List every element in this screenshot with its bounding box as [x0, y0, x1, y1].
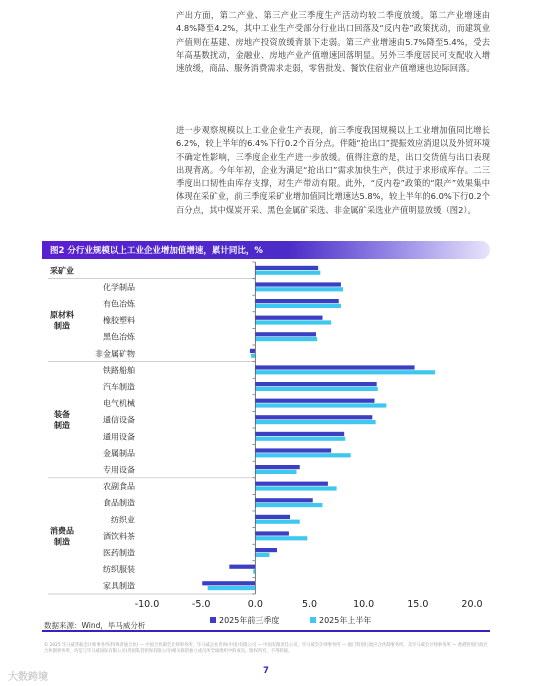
- copyright-disclaimer: © 2025 毕马威华振会计师事务所(特殊普通合伙) — 中国合伙制会计师事务所，毕马威企业咨询(中国)有限公司 — 中国有限责任公司，毕马威会计师事务所 — 澳门特别行政区合伙制事务所，及毕马威会计师事务所 — 香港特别行政区合伙制事务所，均是与毕马威国际有限公司(英国私营担保有限公司)相关联的独立成员所全球组织中的成员。版权所有，不得转载。: [44, 643, 488, 654]
- legend-swatch: [310, 617, 316, 623]
- bar: [208, 586, 256, 590]
- bar: [250, 349, 255, 353]
- category-label: 专用设备: [103, 465, 135, 475]
- category-label: 铁路船舶: [103, 365, 135, 375]
- bar: [255, 498, 312, 502]
- legend-label: 2025年上半年: [319, 616, 372, 625]
- category-label: 金属制品: [103, 448, 135, 458]
- divider-line: [42, 630, 490, 632]
- category-label: 汽车制造: [103, 382, 135, 392]
- category-label: 医药制造: [103, 548, 135, 558]
- bar: [202, 581, 255, 585]
- bar: [255, 299, 338, 303]
- bar: [255, 465, 299, 469]
- bar: [255, 432, 344, 436]
- legend-label: 2025年前三季度: [219, 616, 280, 625]
- legend-swatch: [210, 617, 216, 623]
- category-label: 通用设备: [103, 432, 135, 442]
- group-label: 消费品: [50, 526, 74, 536]
- category-label: 橡胶塑料: [103, 316, 135, 326]
- data-source: 数据来源：Wind，毕马威分析: [44, 621, 146, 630]
- category-label: 黑色冶炼: [103, 332, 135, 342]
- x-tick-label: -10.0: [134, 599, 160, 610]
- bar: [255, 536, 307, 540]
- bar: [255, 415, 372, 419]
- bar: [255, 266, 318, 270]
- bar: [255, 382, 376, 386]
- bar: [255, 448, 331, 452]
- category-label: 纺织服装: [103, 565, 135, 575]
- figure-header-bar: [42, 241, 490, 259]
- bar: [255, 271, 320, 275]
- bar: [255, 399, 374, 403]
- category-label: 酒饮料茶: [103, 531, 135, 541]
- bar: [255, 332, 316, 336]
- category-label: 有色冶炼: [103, 299, 135, 309]
- bar-chart: [40, 262, 490, 625]
- paragraph-1: 产出方面，第二产业、第三产业三季度生产活动均较二季度放缓。第二产业增速由4.8%降至4.2%，其中工业生产受部分行业出口回落及“反内卷”政策扰动，而建筑业产值则在基建、房地产投资放缓背景下走弱。第三产业增速由5.7%降至5.4%，受去年高基数扰动，金融业、房地产业产值增速回落明显。另外三季度居民可支配收入增速放缓，商品、服务消费需求走弱，零售批发、餐饮住宿业产值增速也边际回落。: [176, 10, 490, 74]
- bar: [255, 531, 289, 535]
- paragraph-2: 进一步观察规模以上工业企业生产表现，前三季度我国规模以上工业增加值同比增长6.2%，较上半年的6.4%下行0.2个百分点。伴随“抢出口”提振效应消退以及外贸环境不确定性影响，三季度企业生产进一步放缓。值得注意的是，出口交货值与出口表现出现背离。今年年初，企业为满足“抢出口”需求加快生产，供过于求形成库存。二三季度出口韧性由库存支撑，对生产带动有限。此外，“反内卷”政策的“限产”效果集中体现在采矿业，前三季度采矿业增加值同比增速达5.8%，较上半年的6.0%下行0.2个百分点，其中煤炭开采、黑色金属矿采选、非金属矿采选业产值明显放缓（图2）。: [176, 125, 490, 215]
- bar: [255, 403, 386, 407]
- x-tick-label: 20.0: [461, 599, 483, 610]
- bar: [255, 486, 336, 490]
- group-label: 制造: [54, 421, 70, 431]
- bar: [255, 553, 269, 557]
- bar: [255, 387, 377, 391]
- bar: [255, 287, 343, 291]
- bar: [255, 548, 277, 552]
- bar: [229, 565, 255, 569]
- bar: [255, 337, 317, 341]
- category-label: 通信设备: [103, 415, 135, 425]
- figure-title: 图2 分行业规模以上工业企业增加值增速，累计同比，%: [50, 246, 263, 256]
- bar: [255, 515, 290, 519]
- category-label: 采矿业: [50, 266, 74, 276]
- bar: [255, 503, 322, 507]
- bar: [255, 453, 350, 457]
- category-label: 家具制造: [103, 581, 135, 591]
- x-tick-label: 15.0: [407, 599, 429, 610]
- bar: [255, 437, 345, 441]
- group-label: 原材料: [50, 310, 74, 320]
- bar: [255, 320, 331, 324]
- bar: [255, 470, 296, 474]
- bar: [255, 370, 435, 374]
- category-label: 农副食品: [103, 482, 135, 492]
- x-tick-label: -5.0: [191, 599, 211, 610]
- page-number: 7: [263, 666, 269, 676]
- bar: [255, 304, 341, 308]
- bar: [255, 282, 341, 286]
- bar: [255, 482, 328, 486]
- bar: [255, 365, 414, 369]
- bar: [255, 420, 375, 424]
- group-label: 制造: [54, 537, 70, 547]
- x-tick-label: 5.0: [301, 599, 318, 610]
- group-label: 制造: [54, 321, 70, 331]
- group-label: 装备: [54, 410, 70, 420]
- x-tick-label: 0.0: [247, 599, 263, 610]
- category-label: 化学制品: [103, 282, 135, 292]
- bar: [255, 316, 322, 320]
- bar: [255, 520, 299, 524]
- category-label: 纺织业: [111, 515, 135, 525]
- bar: [251, 354, 255, 358]
- category-label: 非金属矿物: [95, 349, 135, 359]
- x-tick-label: 10.0: [353, 599, 375, 610]
- watermark-logo: 大数跨境: [8, 672, 48, 683]
- category-label: 电气机械: [103, 399, 135, 409]
- category-label: 食品制造: [103, 498, 135, 508]
